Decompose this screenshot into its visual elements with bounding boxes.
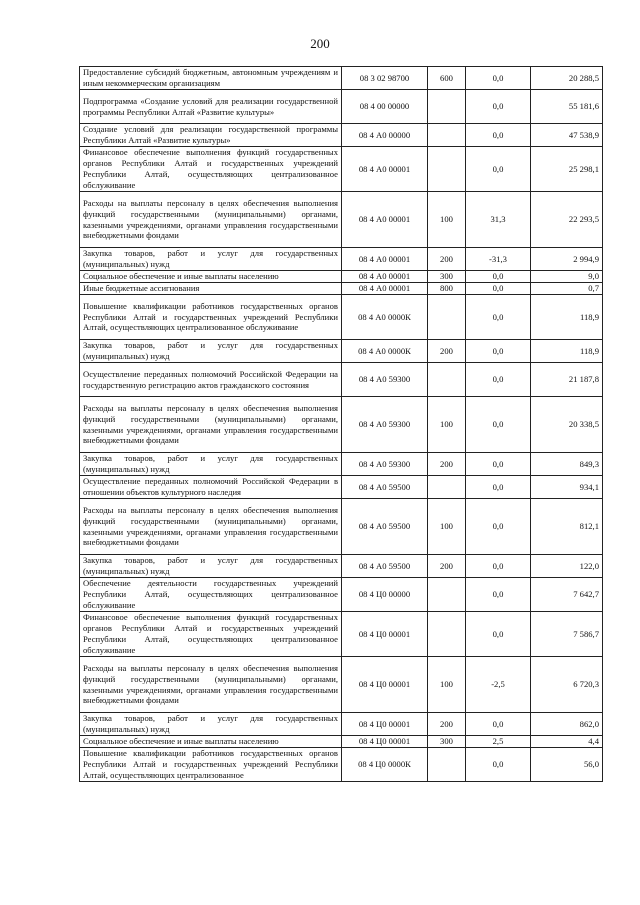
- total-amount-cell: 862,0: [531, 713, 603, 736]
- total-amount-cell: 6 720,3: [531, 657, 603, 713]
- change-amount-cell: 0,0: [466, 555, 531, 578]
- expense-name-cell: Иные бюджетные ассигнования: [80, 283, 342, 295]
- target-code-cell: 08 4 А0 59300: [342, 453, 428, 476]
- target-code-cell: 08 4 00 00000: [342, 90, 428, 124]
- target-code-cell: 08 3 02 98700: [342, 67, 428, 90]
- target-code-cell: 08 4 Ц0 00001: [342, 612, 428, 657]
- total-amount-cell: 934,1: [531, 476, 603, 499]
- change-amount-cell: 0,0: [466, 67, 531, 90]
- target-code-cell: 08 4 А0 0000К: [342, 295, 428, 340]
- change-amount-cell: 0,0: [466, 271, 531, 283]
- table-row: [80, 295, 603, 340]
- expense-name-cell: Социальное обеспечение и иные выплаты населению: [80, 271, 342, 283]
- expense-type-cell: 100: [428, 657, 466, 713]
- expense-type-cell: 800: [428, 283, 466, 295]
- change-amount-cell: -31,3: [466, 248, 531, 271]
- total-amount-cell: 812,1: [531, 499, 603, 555]
- table-row: [80, 499, 603, 555]
- expense-type-cell: 100: [428, 499, 466, 555]
- budget-table: [79, 66, 603, 782]
- expense-type-cell: [428, 578, 466, 612]
- expense-type-cell: [428, 612, 466, 657]
- expense-type-cell: [428, 124, 466, 147]
- total-amount-cell: 4,4: [531, 736, 603, 748]
- change-amount-cell: 0,0: [466, 476, 531, 499]
- total-amount-cell: 7 642,7: [531, 578, 603, 612]
- expense-name-cell: Предоставление субсидий бюджетным, автономным учреждениям и иным некоммерческим организациям: [80, 67, 342, 90]
- total-amount-cell: 122,0: [531, 555, 603, 578]
- total-amount-cell: 20 338,5: [531, 397, 603, 453]
- expense-type-cell: 600: [428, 67, 466, 90]
- expense-name-cell: Закупка товаров, работ и услуг для государственных (муниципальных) нужд: [80, 340, 342, 363]
- expense-name-cell: Закупка товаров, работ и услуг для государственных (муниципальных) нужд: [80, 713, 342, 736]
- table-row: [80, 67, 603, 90]
- expense-type-cell: 200: [428, 340, 466, 363]
- expense-name-cell: Финансовое обеспечение выполнения функций государственных органов Республики Алтай и государственных учреждений Республики Алтай, осуществляющих централизованное обслуживание: [80, 147, 342, 192]
- table-row: [80, 612, 603, 657]
- budget-table-body: [80, 67, 603, 782]
- total-amount-cell: 0,7: [531, 283, 603, 295]
- change-amount-cell: 0,0: [466, 748, 531, 782]
- target-code-cell: 08 4 Ц0 00000: [342, 578, 428, 612]
- expense-name-cell: Повышение квалификации работников государственных органов Республики Алтай и государственных учреждений Республики Алтай, осуществляющих централизованное обслуживание: [80, 295, 342, 340]
- expense-name-cell: Расходы на выплаты персоналу в целях обеспечения выполнения функций государственными (муниципальными) органами, казенными учреждениями, органами управления государственными внебюджетными фондами: [80, 499, 342, 555]
- change-amount-cell: 0,0: [466, 499, 531, 555]
- table-row: [80, 657, 603, 713]
- total-amount-cell: 20 288,5: [531, 67, 603, 90]
- change-amount-cell: 31,3: [466, 192, 531, 248]
- table-row: [80, 283, 603, 295]
- table-row: [80, 476, 603, 499]
- target-code-cell: 08 4 Ц0 00001: [342, 657, 428, 713]
- change-amount-cell: 0,0: [466, 147, 531, 192]
- change-amount-cell: 0,0: [466, 453, 531, 476]
- expense-name-cell: Закупка товаров, работ и услуг для государственных (муниципальных) нужд: [80, 453, 342, 476]
- expense-name-cell: Осуществление переданных полномочий Российской Федерации на государственную регистрацию актов гражданского состояния: [80, 363, 342, 397]
- target-code-cell: 08 4 А0 0000К: [342, 340, 428, 363]
- target-code-cell: 08 4 А0 59500: [342, 476, 428, 499]
- expense-type-cell: 200: [428, 713, 466, 736]
- table-row: [80, 90, 603, 124]
- expense-name-cell: Повышение квалификации работников государственных органов Республики Алтай и государственных учреждений Республики Алтай, осуществляющих централизованное: [80, 748, 342, 782]
- target-code-cell: 08 4 Ц0 00001: [342, 736, 428, 748]
- total-amount-cell: 21 187,8: [531, 363, 603, 397]
- target-code-cell: 08 4 А0 00001: [342, 192, 428, 248]
- total-amount-cell: 2 994,9: [531, 248, 603, 271]
- expense-type-cell: 100: [428, 397, 466, 453]
- total-amount-cell: 55 181,6: [531, 90, 603, 124]
- table-row: [80, 397, 603, 453]
- table-row: [80, 736, 603, 748]
- target-code-cell: 08 4 А0 59300: [342, 363, 428, 397]
- expense-type-cell: [428, 476, 466, 499]
- expense-type-cell: [428, 295, 466, 340]
- expense-name-cell: Расходы на выплаты персоналу в целях обеспечения выполнения функций государственными (муниципальными) органами, казенными учреждениями, органами управления государственными внебюджетными фондами: [80, 657, 342, 713]
- expense-type-cell: [428, 748, 466, 782]
- expense-name-cell: Закупка товаров, работ и услуг для государственных (муниципальных) нужд: [80, 555, 342, 578]
- total-amount-cell: 47 538,9: [531, 124, 603, 147]
- change-amount-cell: 0,0: [466, 397, 531, 453]
- change-amount-cell: 2,5: [466, 736, 531, 748]
- table-row: [80, 713, 603, 736]
- target-code-cell: 08 4 А0 59300: [342, 397, 428, 453]
- expense-name-cell: Финансовое обеспечение выполнения функций государственных органов Республики Алтай и государственных учреждений Республики Алтай, осуществляющих централизованное обслуживание: [80, 612, 342, 657]
- total-amount-cell: 25 298,1: [531, 147, 603, 192]
- expense-type-cell: 300: [428, 271, 466, 283]
- expense-name-cell: Расходы на выплаты персоналу в целях обеспечения выполнения функций государственными (муниципальными) органами, казенными учреждениями, органами управления государственными внебюджетными фондами: [80, 397, 342, 453]
- table-row: [80, 192, 603, 248]
- table-row: [80, 578, 603, 612]
- target-code-cell: 08 4 А0 00000: [342, 124, 428, 147]
- target-code-cell: 08 4 А0 00001: [342, 147, 428, 192]
- expense-name-cell: Расходы на выплаты персоналу в целях обеспечения выполнения функций государственными (муниципальными) органами, казенными учреждениями, органами управления государственными внебюджетными фондами: [80, 192, 342, 248]
- expense-type-cell: 200: [428, 453, 466, 476]
- total-amount-cell: 118,9: [531, 295, 603, 340]
- expense-name-cell: Обеспечение деятельности государственных учреждений Республики Алтай, осуществляющих централизованное обслуживание: [80, 578, 342, 612]
- total-amount-cell: 849,3: [531, 453, 603, 476]
- expense-type-cell: 100: [428, 192, 466, 248]
- target-code-cell: 08 4 А0 00001: [342, 248, 428, 271]
- target-code-cell: 08 4 А0 00001: [342, 283, 428, 295]
- target-code-cell: 08 4 А0 59500: [342, 555, 428, 578]
- expense-type-cell: 200: [428, 248, 466, 271]
- expense-name-cell: Социальное обеспечение и иные выплаты населению: [80, 736, 342, 748]
- expense-type-cell: 300: [428, 736, 466, 748]
- table-row: [80, 363, 603, 397]
- expense-name-cell: Закупка товаров, работ и услуг для государственных (муниципальных) нужд: [80, 248, 342, 271]
- target-code-cell: 08 4 Ц0 0000К: [342, 748, 428, 782]
- target-code-cell: 08 4 А0 00001: [342, 271, 428, 283]
- expense-name-cell: Создание условий для реализации государственной программы Республики Алтай «Развитие культуры»: [80, 124, 342, 147]
- table-row: [80, 147, 603, 192]
- table-row: [80, 124, 603, 147]
- page-number: 200: [310, 36, 330, 51]
- change-amount-cell: 0,0: [466, 340, 531, 363]
- change-amount-cell: 0,0: [466, 124, 531, 147]
- expense-type-cell: [428, 90, 466, 124]
- change-amount-cell: 0,0: [466, 283, 531, 295]
- expense-name-cell: Подпрограмма «Создание условий для реализации государственной программы Республики Алтай «Развитие культуры»: [80, 90, 342, 124]
- total-amount-cell: 22 293,5: [531, 192, 603, 248]
- total-amount-cell: 7 586,7: [531, 612, 603, 657]
- target-code-cell: 08 4 А0 59500: [342, 499, 428, 555]
- total-amount-cell: 56,0: [531, 748, 603, 782]
- table-row: [80, 271, 603, 283]
- change-amount-cell: 0,0: [466, 90, 531, 124]
- change-amount-cell: 0,0: [466, 578, 531, 612]
- change-amount-cell: 0,0: [466, 363, 531, 397]
- expense-type-cell: [428, 147, 466, 192]
- expense-type-cell: 200: [428, 555, 466, 578]
- expense-type-cell: [428, 363, 466, 397]
- table-row: [80, 340, 603, 363]
- change-amount-cell: -2,5: [466, 657, 531, 713]
- target-code-cell: 08 4 Ц0 00001: [342, 713, 428, 736]
- change-amount-cell: 0,0: [466, 612, 531, 657]
- total-amount-cell: 9,0: [531, 271, 603, 283]
- table-row: [80, 453, 603, 476]
- table-row: [80, 555, 603, 578]
- table-row: [80, 748, 603, 782]
- change-amount-cell: 0,0: [466, 713, 531, 736]
- change-amount-cell: 0,0: [466, 295, 531, 340]
- table-row: [80, 248, 603, 271]
- total-amount-cell: 118,9: [531, 340, 603, 363]
- expense-name-cell: Осуществление переданных полномочий Российской Федерации в отношении объектов культурного наследия: [80, 476, 342, 499]
